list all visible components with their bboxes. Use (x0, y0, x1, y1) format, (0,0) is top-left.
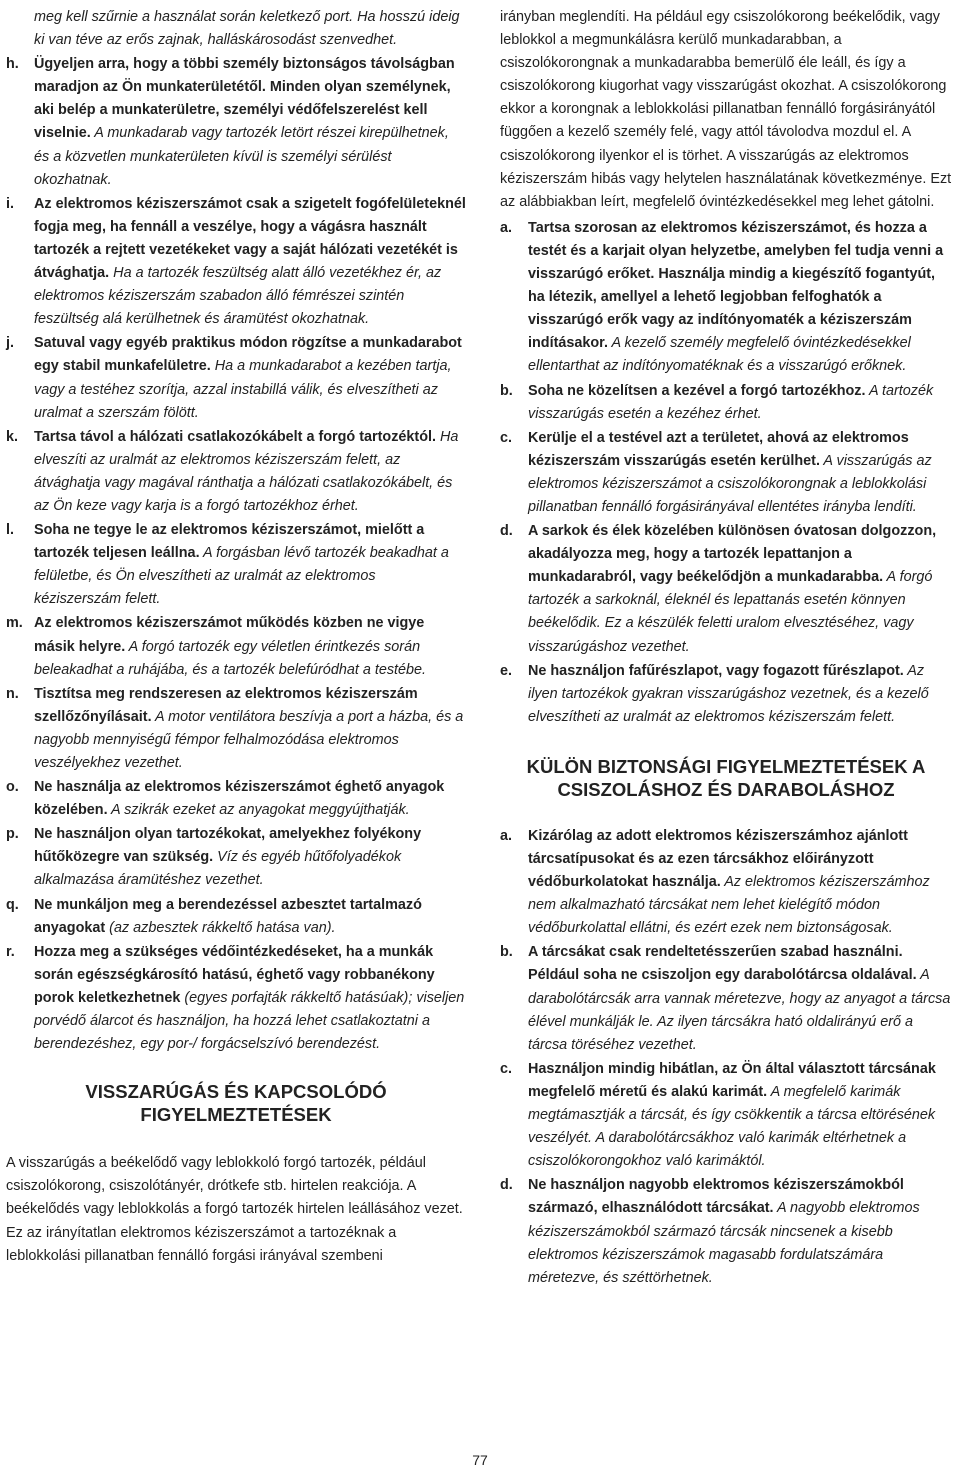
item-label: d. (500, 523, 513, 540)
list-item (6, 519, 466, 611)
list-item (500, 825, 952, 940)
item-italic-text: A kezelő személy megfelelő óvintézkedésekkel ellentarthat az indítónyomatéknak és a visszarúgó erőknek. (528, 335, 911, 375)
item-bold-text: Ne használjon olyan tartozékokat, amelyekhez folyékony hűtőközegre van szükség. (34, 826, 422, 866)
item-label: m. (6, 615, 23, 632)
item-label: n. (6, 685, 19, 702)
list-item (6, 332, 466, 424)
item-italic-text: A forgó tartozék egy véletlen érintkezés során beleakadhat a ruhájába, és a tartozék belefúródhat a testébe. (34, 638, 427, 678)
item-label: l. (6, 522, 14, 539)
item-italic-text: Ha elveszíti az uralmát az elektromos kéziszerszám felett, az átvághatja vagy magával ránthatja a hálózati csatlakozókábelt, és az Ön keze vagy karja is a forgó tartozékhoz érhet. (34, 428, 459, 514)
item-label: p. (6, 826, 19, 843)
item-italic-text: A munkadarab vagy tartozék letört részei kirepülhetnek, és a közvetlen munkaterületen kívül is személyi sérülést okozhatnak. (34, 125, 449, 188)
item-bold-text: Az elektromos kéziszerszámot működés közben ne vigye másik helyre. (34, 615, 425, 655)
item-bold-text: Tartsa távol a hálózati csatlakozókábelt a forgó tartozéktól. (34, 428, 436, 445)
item-bold-text: Kerülje el a testével azt a területet, ahová az elektromos kéziszerszám visszarúgás esetén kerülhet. (528, 429, 909, 469)
item-g-continuation: meg kell szűrnie a használat során keletkező port. Ha hosszú ideig ki van téve az erős zajnak, halláskárosodást szenvedhet. (34, 9, 460, 49)
item-italic-text: Ha a tartozék feszültség alatt álló vezetékhez ér, az elektromos kéziszerszám szabadon álló fémrészei szintén feszültség alá kerülhetnek és áramütést okozhatnak. (34, 265, 442, 328)
item-bold-text: A sarkok és élek közelében különösen óvatosan dolgozzon, akadályozza meg, hogy a tartozék lepattanjon a munkadarabról, vagy beékelődjön a munkadarabba. (528, 523, 937, 586)
section-heading-kickback (6, 1080, 466, 1126)
item-bold-text: Satuval vagy egyéb praktikus módon rögzítse a munkadarabot egy stabil munkafelületre. (34, 335, 462, 375)
item-italic-text: Az elektromos kéziszerszámhoz nem alkalmazható tárcsákat nem lehet kielégítő módon védőburkolattal ellátni, és ezért ezek nem biztonságosak. (528, 874, 930, 937)
list-item (500, 941, 952, 1056)
item-bold-text: Ne használjon nagyobb elektromos kéziszerszámokból származó, elhasználódott tárcsákat. (528, 1177, 904, 1217)
item-label: h. (6, 56, 19, 73)
item-label: d. (500, 1177, 513, 1194)
heading-line: KÜLÖN BIZTONSÁGI FIGYELMEZTETÉSEK A (526, 755, 926, 777)
item-italic-text: A megfelelő karimák megtámasztják a tárcsát, és így csökkentik a tárcsa eltörésének veszélyét. A darabolótárcsákhoz való karimák eltérhetnek a csiszolókorongokhoz való karimáktól. (528, 1083, 936, 1170)
item-label: b. (500, 944, 513, 961)
list-item (6, 612, 466, 681)
item-bold-text: Tartsa szorosan az elektromos kéziszerszámot, és hozza a testét és a karjait olyan helyzetbe, amelyben fel tudja venni a visszarúgó erőket. Használja mindig a kiegészítő fogantyút, ha létezik, amellyel a lehető legjobban felfoghatók a visszarúgó erők vagy az indítónyomaték a kéziszerszám indításakor. (528, 219, 944, 352)
page-number: 77 (472, 1452, 488, 1468)
section-heading-grinding (500, 755, 952, 801)
item-italic-text: A motor ventilátora beszívja a port a házba, és a nagyobb mennyiségű fémpor felhalmozódása elektromos veszélyekhez vezethet. (34, 708, 464, 771)
item-italic-text: A tartozék visszarúgás esetén a kezéhez érhet. (528, 382, 934, 422)
heading-line: FIGYELMEZTETÉSEK (140, 1104, 332, 1126)
item-bold-text: Az elektromos kéziszerszámot csak a szigetelt fogófelületeknél fogja meg, ha fennáll a veszélye, hogy a vágásra használt tartozék a rejtett vezetékeket vagy a saját hálózati vezetékét is átvághatja. (34, 195, 466, 282)
heading-line: VISSZARÚGÁS ÉS KAPCSOLÓDÓ (85, 1081, 387, 1103)
item-italic-text: Víz és egyéb hűtőfolyadékok alkalmazása áramütéshez vezethet. (34, 849, 402, 889)
left-column (6, 6, 466, 1268)
item-label: a. (500, 827, 513, 844)
list-item (6, 941, 466, 1056)
item-label: k. (6, 428, 19, 445)
list-item (500, 1058, 952, 1173)
item-label: c. (500, 429, 513, 446)
list-item (500, 520, 952, 659)
list-item (6, 193, 466, 332)
list-item (6, 683, 466, 775)
item-label: c. (500, 1060, 513, 1077)
item-bold-text: Ügyeljen arra, hogy a többi személy biztonságos távolságban maradjon az Ön munkaterületétől. Minden olyan személynek, aki belép a munkaterületre, személyi védőfelszerelést kell viselnie. (34, 56, 455, 142)
item-label: a. (500, 219, 513, 236)
item-label: r. (6, 943, 15, 960)
item-bold-text: Ne használjon fafűrészlapot, vagy fogazott fűrészlapot. (528, 662, 904, 679)
item-bold-text: Tisztítsa meg rendszeresen az elektromos kéziszerszám szellőzőnyílásait. (34, 685, 418, 725)
list-item (6, 426, 466, 518)
item-bold-text: Ne használja az elektromos kéziszerszámot éghető anyagok közelében. (34, 779, 445, 819)
list-item (500, 380, 952, 426)
item-italic-text: A forgásban lévő tartozék beakadhat a felületbe, és Ön elveszítheti az uralmát az elektromos kéziszerszám felett. (34, 545, 449, 608)
list-item (6, 823, 466, 892)
item-label: j. (6, 335, 14, 352)
item-bold-text: Kizárólag az adott elektromos kéziszerszámhoz ajánlott tárcsatípusokat és az ezen tárcsákhoz előirányzott védőburkolatokat használja. (528, 827, 908, 891)
list-item (500, 1174, 952, 1289)
item-bold-text: A tárcsákat csak rendeltetésszerűen szabad használni. Például soha ne csiszoljon egy darabolótárcsa oldalával. (528, 944, 917, 984)
right-column (500, 6, 952, 1291)
kickback-paragraph: A visszarúgás a beékelődő vagy leblokkoló forgó tartozék, például csiszolókorong, csiszolótányér, drótkefe stb. hirtelen reakciója. A beékelődés vagy leblokkolás a forgó tartozék hirtelen leállásához vezet. Ez az irányítatlan elektromos kéziszerszámot a tartozéknak a leblokkolási pillanatban fennálló forgási irányával szembeni (6, 1155, 463, 1264)
item-label: e. (500, 662, 513, 679)
item-label: o. (6, 779, 19, 796)
item-bold-text: Ne munkáljon meg a berendezéssel azbesztet tartalmazó anyagokat (34, 896, 422, 936)
item-label: q. (6, 896, 19, 913)
item-bold-text: Hozza meg a szükséges védőintézkedéseket, ha a munkák során egészségkárosító hatású, éghető vagy robbanékony porok keletkezhetnek (34, 943, 435, 1006)
item-bold-text: Használjon mindig hibátlan, az Ön által választott tárcsának megfelelő méretű és alakú karimát. (528, 1060, 936, 1100)
list-item (6, 776, 466, 822)
item-italic-text: A szikrák ezeket az anyagokat meggyújthatják. (107, 802, 410, 819)
item-italic-text: A visszarúgás az elektromos kéziszerszámot a csiszolókorongnak a leblokkolási pillanatban fennálló forgásirányával ellentétes irányba lendíti. (528, 452, 932, 515)
item-italic-text: Ha a munkadarabot a kezében tartja, vagy a testéhez szorítja, azzal instabillá válik, és elveszítheti az uralmat a szerszám fölött. (34, 358, 452, 421)
item-italic-text: (egyes porfajták rákkeltő hatásúak); viseljen porvédő álarcot és használjon, ha hozzá lehet csatlakoztatni a berendezéshez, egy por-/ forgácselszívó berendezést. (34, 989, 465, 1053)
item-italic-text: A forgó tartozék a sarkoknál, éleknél és lepattanás esetén könnyen beékelődik. Ez a készülék feletti uralom elvesztéséhez, vagy visszarúgáshoz vezethet. (528, 569, 933, 655)
list-item (6, 894, 466, 940)
item-label: b. (500, 382, 513, 399)
item-label: i. (6, 195, 14, 212)
heading-line: CSISZOLÁSHOZ ÉS DARABOLÁSHOZ (557, 778, 895, 800)
item-italic-text: Az ilyen tartozékok gyakran visszarúgáshoz vezetnek, és a kezelő elveszítheti az uralmát az elektromos kéziszerszám felett. (528, 662, 929, 725)
list-item (500, 660, 952, 729)
item-italic-text: (az azbesztek rákkeltő hatása van). (105, 919, 336, 936)
item-italic-text: A darabolótárcsák arra vannak méretezve, hogy az anyagot a tárcsa élével munkálják le. Az ilyen tárcsákra ható oldalirányú erő a tárcsa töréséhez vezethet. (528, 967, 951, 1053)
list-item (500, 427, 952, 519)
list-item (500, 217, 952, 379)
list-item (6, 53, 466, 192)
item-bold-text: Soha ne tegye le az elektromos kéziszerszámot, mielőtt a tartozék teljesen leállna. (34, 522, 425, 562)
kickback-paragraph-continued: irányban meglendíti. Ha például egy csiszolókorong beékelődik, vagy leblokkol a megmunkálásra kerülő munkadarabban, a csiszolókorongnak a munkadarabba bemerülő éle leáll, és így a csiszolókorong kiugorhat vagy visszarúgást okozhat. A csiszolókorong ekkor a korongnak a leblokkolási pillanatban fennálló forgásirányától függően a kezelő személy felé, vagy attól távolodva mozdul el. A csiszolókorong ilyenkor el is törhet. A visszarúgás az elektromos kéziszerszám hibás vagy helytelen használatának következménye. Ezt az alábbiakban leírt, megfelelő óvintézkedésekkel meg lehet gátolni. (500, 9, 952, 210)
item-bold-text: Soha ne közelítsen a kezével a forgó tartozékhoz. (528, 382, 866, 399)
item-italic-text: A nagyobb elektromos kéziszerszámokból származó tárcsák nincsenek a kisebb elektromos kéziszerszámok magasabb fordulatszámára méretezve, és széttörhetnek. (528, 1200, 920, 1286)
